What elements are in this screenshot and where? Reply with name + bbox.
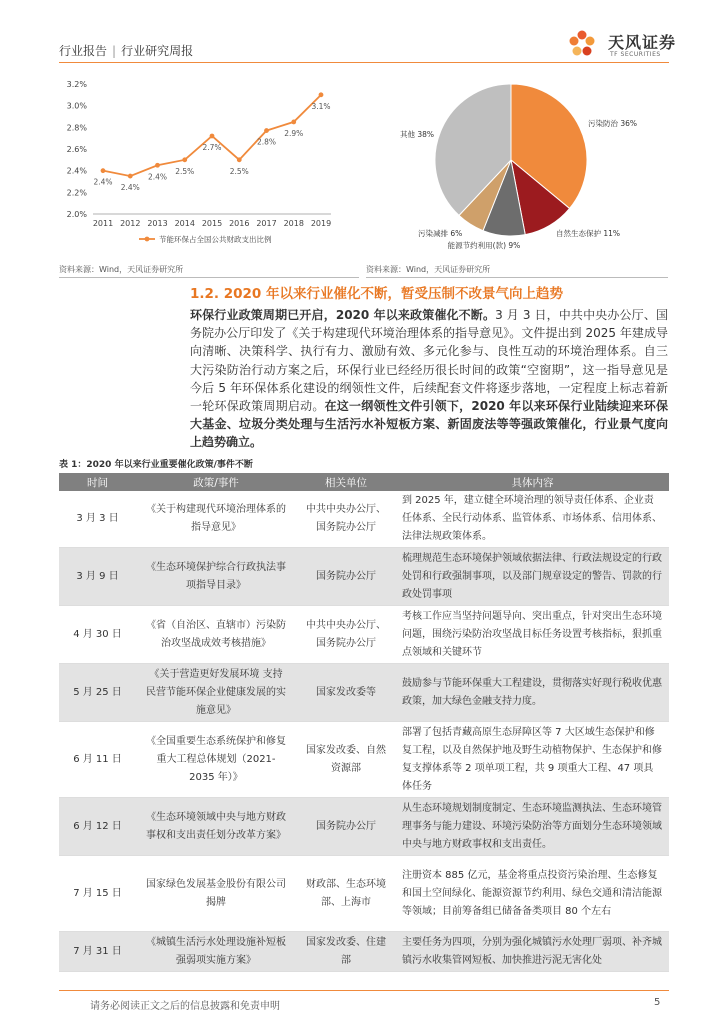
header-divider bbox=[59, 62, 669, 63]
row-policy: 《生态环境保护综合行政执法事项指导目录》 bbox=[136, 548, 296, 606]
y-tick-label: 2.0% bbox=[66, 210, 87, 219]
row-date: 4 月 30 日 bbox=[59, 606, 136, 664]
row-content: 注册资本 885 亿元，基金将重点投资污染治理、生态修复和国土空间绿化、能源资源节约利用、绿色交通和清洁能源等领域；目前筹备组已储备备类项目 80 个左右 bbox=[396, 856, 669, 932]
data-point bbox=[128, 174, 133, 179]
row-content: 梳理规范生态环境保护领域依据法律、行政法规设定的行政处罚和行政强制事项，以及部门规章设定的警告、罚款的行政处罚事项 bbox=[396, 548, 669, 606]
pie-label: 能源节约利用(款) 9% bbox=[447, 241, 521, 250]
row-unit: 财政部、生态环境部、上海市 bbox=[296, 856, 396, 932]
table-row bbox=[59, 856, 669, 932]
legend-marker bbox=[145, 237, 150, 242]
table-header-row bbox=[59, 473, 669, 491]
data-label: 2.4% bbox=[93, 177, 113, 187]
paragraph-body: 3 月 3 日，中共中央办公厅、国务院办公厅印发了《关于构建现代环境治理体系的指导意见》。文件提出到 2025 年建成导向清晰、决策科学、执行有力、激励有效、多元化参与、良性互动的环境治理体系。自三大污染防治行动方案之后，环保行业已经经历很长时间的政策“空窗期”，这一指导意见是今后 5 年环保体系化建设的纲领性文件，后续配套文件将逐步落地，一定程度上标志着新一轮环保政策周期启动。 bbox=[190, 308, 668, 414]
header-content: 具体内容 bbox=[396, 473, 669, 491]
table-row bbox=[59, 606, 669, 664]
data-label: 2.4% bbox=[147, 172, 168, 182]
x-tick-label: 2018 bbox=[283, 219, 304, 228]
table-row bbox=[59, 491, 669, 548]
row-date: 5 月 25 日 bbox=[59, 664, 136, 722]
report-subcategory: 行业研究周报 bbox=[121, 44, 194, 58]
source-divider-left bbox=[59, 277, 359, 278]
row-unit: 国务院办公厅 bbox=[296, 798, 396, 856]
y-tick-label: 3.2% bbox=[66, 80, 87, 89]
row-content: 从生态环境规划制度制定、生态环境监测执法、生态环境管理事务与能力建设、环境污染防治等方面划分生态环境领域中央与地方财政事权和支出责任。 bbox=[396, 798, 669, 856]
data-label: 3.1% bbox=[311, 101, 331, 111]
y-tick-label: 2.8% bbox=[66, 123, 87, 133]
x-tick-label: 2019 bbox=[310, 219, 332, 228]
row-content: 到 2025 年，建立健全环境治理的领导责任体系、企业责任体系、全民行动体系、监管体系、市场体系、信用体系、法律法规政策体系。 bbox=[396, 491, 669, 548]
y-tick-label: 3.0% bbox=[66, 101, 87, 111]
x-tick-label: 2011 bbox=[92, 219, 114, 228]
row-policy: 《城镇生活污水处理设施补短板强弱项实施方案》 bbox=[136, 932, 296, 972]
row-unit: 中共中央办公厅、国务院办公厅 bbox=[296, 606, 396, 664]
row-content: 考核工作应当坚持问题导向、突出重点，针对突出生态环境问题，围绕污染防治攻坚战目标任务设置考核指标，狠抓重点领域和关键环节 bbox=[396, 606, 669, 664]
row-date: 6 月 11 日 bbox=[59, 722, 136, 798]
header-date: 时间 bbox=[59, 473, 136, 491]
chart-source-left: 资料来源：Wind，天风证券研究所 bbox=[59, 265, 184, 274]
row-date: 3 月 3 日 bbox=[59, 491, 136, 548]
data-point bbox=[101, 168, 106, 173]
table-row bbox=[59, 664, 669, 722]
row-date: 7 月 15 日 bbox=[59, 856, 136, 932]
source-divider-right bbox=[366, 277, 668, 278]
y-tick-label: 2.6% bbox=[66, 145, 87, 154]
data-label: 2.7% bbox=[202, 143, 222, 152]
pie-chart bbox=[366, 72, 666, 262]
row-unit: 国务院办公厅 bbox=[296, 548, 396, 606]
flower-icon bbox=[570, 31, 595, 56]
data-point bbox=[319, 92, 324, 97]
row-date: 6 月 12 日 bbox=[59, 798, 136, 856]
y-tick-label: 2.4% bbox=[66, 166, 87, 176]
header-unit: 相关单位 bbox=[296, 473, 396, 491]
data-label: 2.5% bbox=[175, 166, 195, 176]
data-label: 2.4% bbox=[120, 183, 140, 193]
paragraph-lead: 环保行业政策周期已开启，2020 年以来政策催化不断。 bbox=[190, 308, 496, 322]
data-point bbox=[155, 163, 160, 168]
table-row bbox=[59, 548, 669, 606]
header-policy: 政策/事件 bbox=[136, 473, 296, 491]
chart-source-right: 资料来源：Wind，天风证券研究所 bbox=[366, 265, 491, 274]
data-label: 2.5% bbox=[229, 166, 249, 176]
row-policy: 《全国重要生态系统保护和修复重大工程总体规划（2021-2035 年）》 bbox=[136, 722, 296, 798]
table-row bbox=[59, 722, 669, 798]
table-row bbox=[59, 798, 669, 856]
x-tick-label: 2016 bbox=[229, 219, 250, 228]
report-category: 行业报告 bbox=[59, 44, 108, 58]
legend-label: 节能环保占全国公共财政支出比例 bbox=[159, 235, 272, 244]
line-chart bbox=[59, 72, 359, 262]
row-date: 3 月 9 日 bbox=[59, 548, 136, 606]
row-unit: 国家发改委、自然资源部 bbox=[296, 722, 396, 798]
row-policy: 国家绿色发展基金股份有限公司揭牌 bbox=[136, 856, 296, 932]
footer-divider bbox=[59, 990, 669, 991]
row-unit: 国家发改委、住建部 bbox=[296, 932, 396, 972]
body-paragraph bbox=[190, 306, 668, 452]
x-tick-label: 2017 bbox=[256, 219, 277, 228]
pie-label: 自然生态保护 11% bbox=[556, 229, 621, 238]
row-policy: 《关于构建现代环境治理体系的指导意见》 bbox=[136, 491, 296, 548]
data-point bbox=[210, 134, 215, 139]
report-header bbox=[59, 42, 193, 59]
data-point bbox=[291, 120, 296, 125]
footer-disclaimer: 请务必阅读正文之后的信息披露和免责申明 bbox=[90, 1001, 280, 1012]
x-tick-label: 2014 bbox=[174, 219, 195, 228]
paragraph-tail: 在这一纲领性文件引领下，2020 年以来环保行业陆续迎来环保大基金、垃圾分类处理与生活污水补短板方案、新固废法等等强政策催化，行业景气度向上趋势确立。 bbox=[190, 399, 668, 450]
x-tick-label: 2015 bbox=[201, 219, 223, 228]
row-date: 7 月 31 日 bbox=[59, 932, 136, 972]
pie-label: 其他 38% bbox=[400, 130, 435, 139]
data-label: 2.9% bbox=[284, 128, 304, 138]
x-tick-label: 2012 bbox=[120, 219, 141, 228]
logo-english-name: TF SECURITIES bbox=[610, 51, 661, 58]
data-point bbox=[264, 128, 269, 133]
data-point bbox=[237, 157, 242, 162]
y-tick-label: 2.2% bbox=[66, 188, 87, 198]
x-tick-label: 2013 bbox=[147, 219, 168, 228]
row-policy: 《省（自治区、直辖市）污染防治攻坚战成效考核措施》 bbox=[136, 606, 296, 664]
row-content: 部署了包括青藏高原生态屏障区等 7 大区域生态保护和修复工程，以及自然保护地及野生动植物保护、生态保护和修复支撑体系等 2 项单项工程，共 9 项重大工程、47 项具体任务 bbox=[396, 722, 669, 798]
table-title: 表 1：2020 年以来行业重要催化政策/事件不断 bbox=[59, 460, 253, 470]
header-separator: | bbox=[112, 44, 117, 58]
policy-table bbox=[59, 473, 669, 972]
row-unit: 中共中央办公厅、国务院办公厅 bbox=[296, 491, 396, 548]
table-row bbox=[59, 932, 669, 972]
data-point bbox=[182, 157, 187, 162]
data-label: 2.8% bbox=[256, 137, 277, 147]
logo-chinese-name: 天风证券 bbox=[608, 33, 677, 52]
page-number: 5 bbox=[654, 997, 661, 1008]
row-policy: 《关于营造更好发展环境 支持民营节能环保企业健康发展的实施意见》 bbox=[136, 664, 296, 722]
section-title: 1.2. 2020 年以来行业催化不断，暂受压制不改景气向上趋势 bbox=[190, 286, 564, 302]
pie-label: 污染减排 6% bbox=[418, 229, 463, 238]
row-policy: 《生态环境领域中央与地方财政事权和支出责任划分改革方案》 bbox=[136, 798, 296, 856]
row-unit: 国家发改委等 bbox=[296, 664, 396, 722]
pie-label: 污染防治 36% bbox=[588, 119, 638, 128]
row-content: 鼓励参与节能环保重大工程建设，贯彻落实好现行税收优惠政策，加大绿色金融支持力度。 bbox=[396, 664, 669, 722]
row-content: 主要任务为四项，分别为强化城镇污水处理厂弱项、补齐城镇污水收集管网短板、加快推进污泥无害化处 bbox=[396, 932, 669, 972]
